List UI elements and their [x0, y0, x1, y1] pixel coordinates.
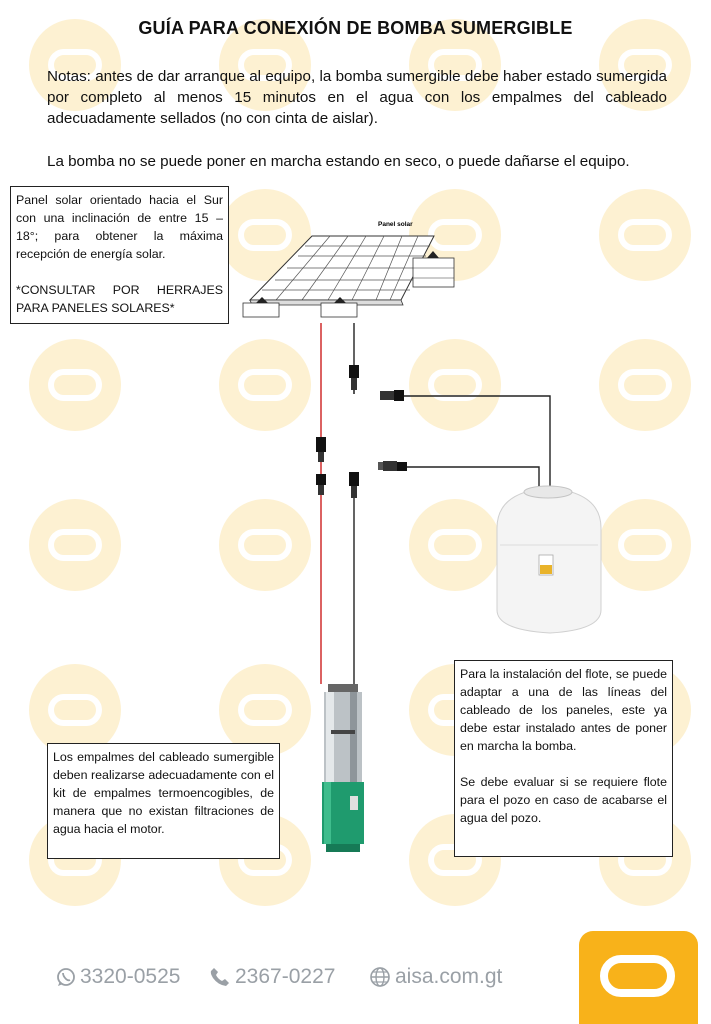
brand-logo [579, 931, 698, 1024]
notes-paragraph: Notas: antes de dar arranque al equipo, la bomba sumergible debe haber estado sumergida por completo al menos 15 minutos en el agua con los empalmes del cableado adecuadamente sellados (no con cinta de aislar). [47, 68, 667, 127]
website-url: aisa.com.gt [395, 965, 503, 988]
whatsapp-icon [56, 967, 76, 987]
footer-phone [209, 962, 335, 992]
footer-website [369, 962, 502, 992]
whatsapp-number: 3320-0525 [80, 965, 181, 988]
logo-ring-icon [600, 955, 675, 997]
solar-panel [250, 236, 434, 305]
connector [316, 474, 326, 495]
float-install-text: Para la instalación del flote, se puede adaptar a una de las líneas del cableado de los paneles, este ya debe estar instalado antes de poner en marcha la bomba. [460, 667, 667, 753]
panel-hardware-note: *CONSULTAR POR HERRAJES PARA PANELES SOLARES* [16, 283, 223, 315]
page-title: GUÍA PARA CONEXIÓN DE BOMBA SUMERGIBLE [138, 18, 573, 38]
splice-info-box [47, 743, 280, 859]
connector [349, 472, 359, 498]
splice-text: Los empalmes del cableado sumergible deben realizarse adecuadamente con el kit de empalmes termoencogibles, de manera que no existan filtraciones de agua hacia el motor. [53, 750, 274, 836]
connector [378, 461, 407, 471]
panel-info-box [10, 186, 229, 324]
phone-icon [209, 966, 231, 988]
globe-icon [369, 966, 391, 988]
float-evaluation-text: Se debe evaluar si se requiere flote para el pozo en caso de acabarse el agua del pozo. [460, 775, 667, 825]
panel-label: Panel solar [378, 221, 413, 228]
connector [349, 365, 359, 394]
connector [380, 390, 404, 401]
water-tank [497, 486, 601, 633]
warning-paragraph: La bomba no se puede poner en marcha estando en seco, o puede dañarse el equipo. [47, 153, 630, 170]
submersible-pump [322, 684, 364, 852]
phone-number: 2367-0227 [235, 965, 336, 988]
connector [316, 437, 326, 462]
footer-whatsapp [56, 962, 180, 992]
panel-orientation-text: Panel solar orientado hacia el Sur con una inclinación de entre 15 – 18°; para obtener la máxima recepción de energía solar. [16, 193, 223, 261]
float-info-box [454, 660, 673, 857]
